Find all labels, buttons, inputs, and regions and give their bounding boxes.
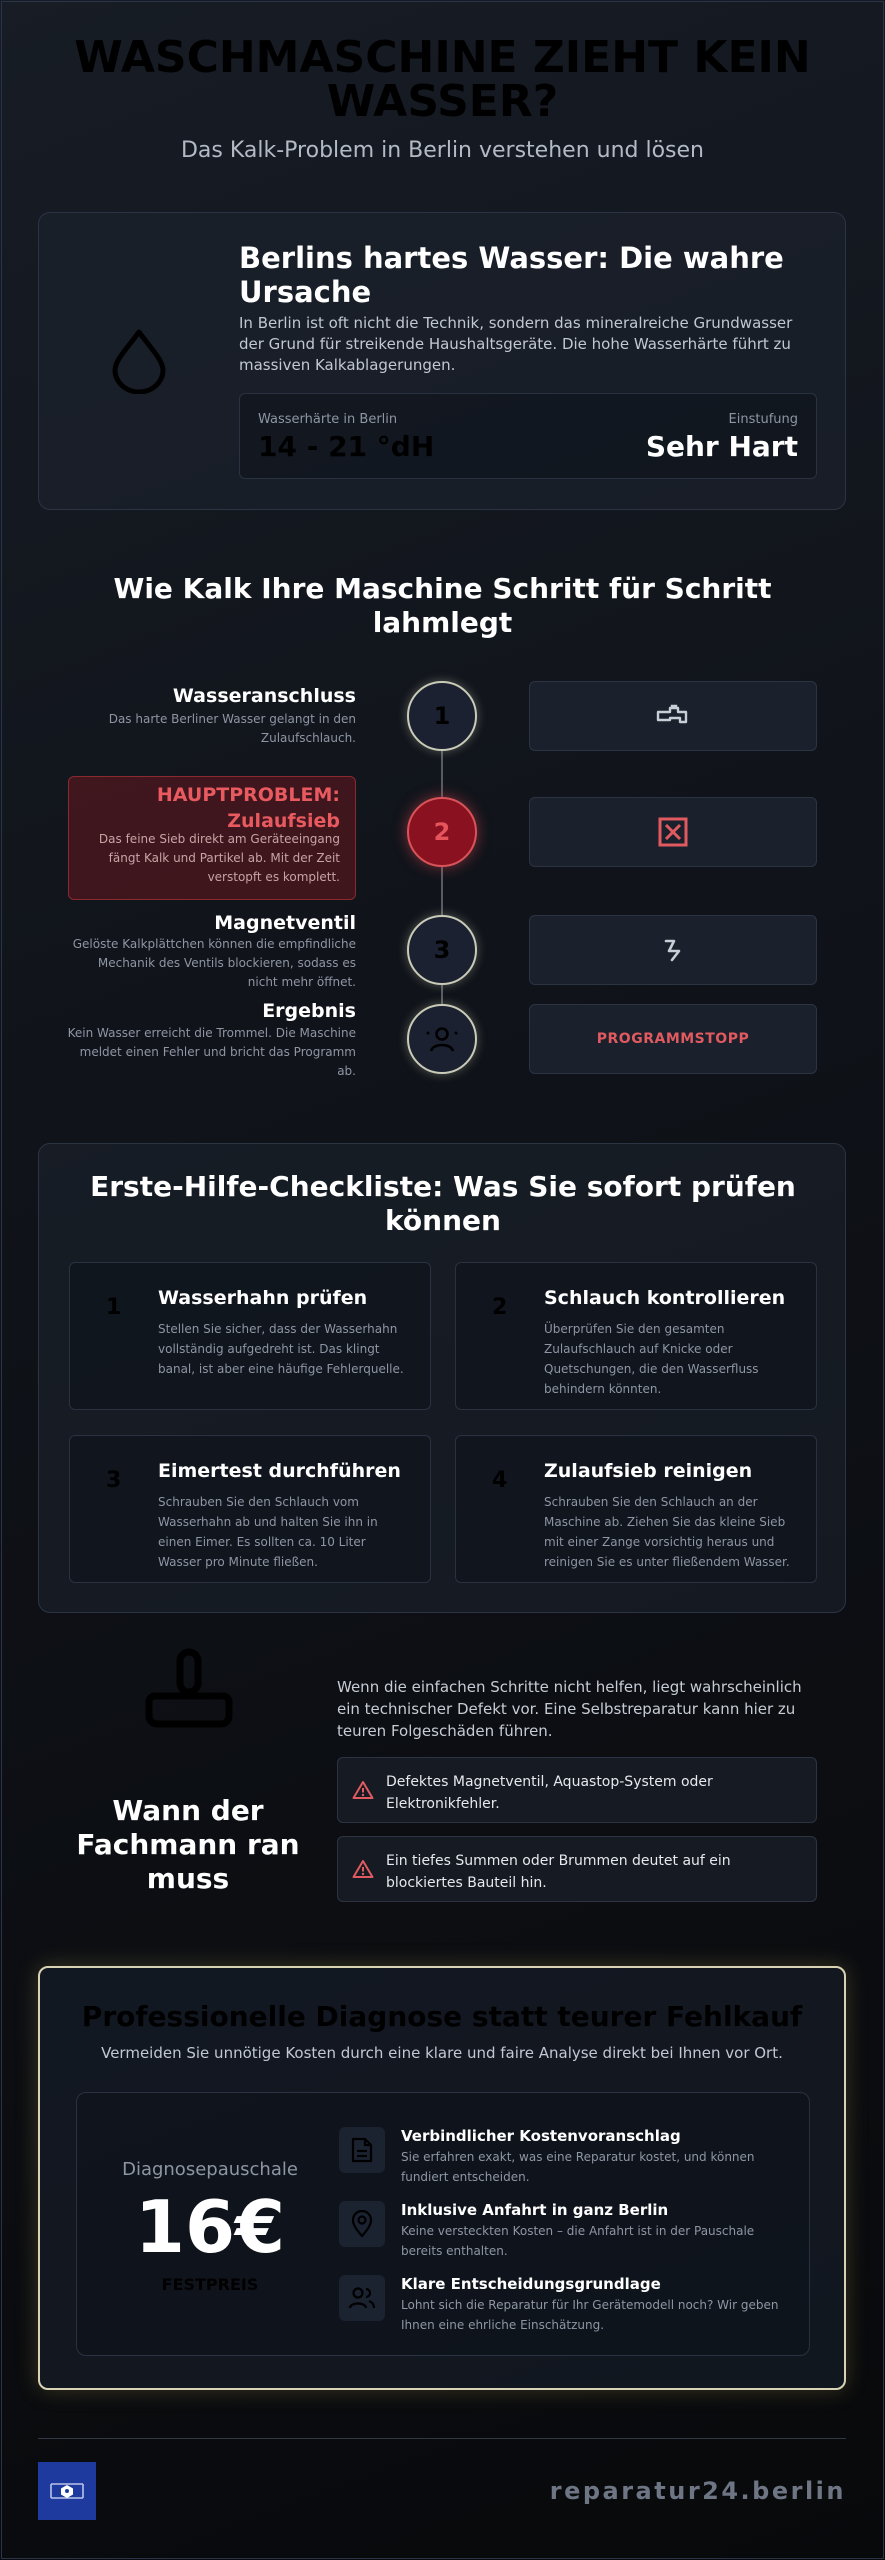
- check-item-4-num: 4: [492, 1468, 508, 1493]
- price-value: 16€: [134, 2185, 286, 2269]
- step-1-title: Wasseranschluss: [172, 685, 356, 707]
- warning-2: [337, 1836, 817, 1902]
- check-item-3: [69, 1435, 431, 1583]
- page-title: WASCHMASCHINE ZIEHT KEIN WASSER?: [74, 32, 811, 127]
- price-note: FESTPREIS: [161, 2275, 259, 2294]
- step-2-desc: Das feine Sieb direkt am Geräteeingang fängt Kalk und Partikel ab. Mit der Zeit verstopft es komplett.: [98, 832, 340, 884]
- logo-icon: [47, 2478, 87, 2504]
- check-item-1-num: 1: [106, 1295, 122, 1320]
- feature-1-title: Verbindlicher Kostenvoranschlag: [401, 2127, 681, 2145]
- water-drop-icon: [111, 328, 167, 398]
- expert-title: Wann der Fachmann ran muss: [76, 1794, 300, 1895]
- step-3-desc: Gelöste Kalkplättchen können die empfindliche Mechanik des Ventils blockieren, sodass es nicht mehr öffnet.: [72, 937, 356, 989]
- feature-3: [339, 2275, 799, 2335]
- step-1-icon-box: [529, 681, 817, 751]
- footer-brand[interactable]: reparatur24.berlin: [549, 2477, 846, 2505]
- warning-1-icon: [352, 1780, 374, 1800]
- diagnosis-subtitle: Vermeiden Sie unnötige Kosten durch eine klare und faire Analyse direkt bei Ihnen vor Ort.: [101, 2044, 783, 2062]
- check-item-1-title: Wasserhahn prüfen: [158, 1287, 368, 1309]
- footer-logo[interactable]: [38, 2462, 96, 2520]
- step-2-title: HAUPTPROBLEM: Zulaufsieb: [156, 784, 340, 832]
- document-icon: [339, 2127, 385, 2173]
- step-4-circle: [407, 1004, 477, 1074]
- step-4-title: Ergebnis: [262, 1000, 356, 1022]
- steps-title: Wie Kalk Ihre Maschine Schritt für Schritt lahmlegt: [113, 572, 772, 639]
- check-item-3-title: Eimertest durchführen: [158, 1460, 401, 1482]
- step-1-circle: 1: [407, 681, 477, 751]
- timeline-line: [441, 715, 443, 1040]
- feature-2-title: Inklusive Anfahrt in ganz Berlin: [401, 2201, 669, 2219]
- expert-intro: Wenn die einfachen Schritte nicht helfen, liegt wahrscheinlich ein technischer Defekt vor. Eine Selbstreparatur kann hier zu teuren Folgeschäden führen.: [337, 1678, 802, 1740]
- check-item-4-title: Zulaufsieb reinigen: [544, 1460, 753, 1482]
- cause-text: In Berlin ist oft nicht die Technik, sondern das mineralreiche Grundwasser der Grund für streikende Haushaltsgeräte. Die hohe Wasserhärte führt zu massiven Kalkablagerungen.: [239, 314, 793, 374]
- map-pin-icon: [339, 2201, 385, 2247]
- checklist-title: Erste-Hilfe-Checkliste: Was Sie sofort prüfen können: [90, 1170, 796, 1237]
- check-item-2-num: 2: [492, 1295, 508, 1320]
- diagnosis-inner-box: [76, 2092, 810, 2356]
- page-subtitle: Das Kalk-Problem in Berlin verstehen und lösen: [180, 138, 704, 163]
- step-1-desc: Das harte Berliner Wasser gelangt in den Zulaufschlauch.: [108, 712, 356, 745]
- check-item-3-desc: Schrauben Sie den Schlauch vom Wasserhahn ab und halten Sie ihn in einen Eimer. Es sollten ca. 10 Liter Wasser pro Minute fließen.: [158, 1495, 378, 1569]
- step-2-circle: 2: [407, 797, 477, 867]
- step-4-desc: Kein Wasser erreicht die Trommel. Die Maschine meldet einen Fehler und bricht das Programm ab.: [67, 1026, 356, 1078]
- feature-2-desc: Keine versteckten Kosten – die Anfahrt ist in der Pauschale bereits enthalten.: [401, 2224, 755, 2258]
- hardness-label: Wasserhärte in Berlin: [258, 412, 398, 427]
- warning-1: [337, 1757, 817, 1823]
- checklist-card: [38, 1143, 846, 1613]
- step-3-title: Magnetventil: [214, 912, 356, 934]
- feature-1: [339, 2127, 799, 2187]
- step-3-circle: 3: [407, 915, 477, 985]
- check-item-2-desc: Überprüfen Sie den gesamten Zulaufschlauch auf Knicke oder Quetschungen, die den Wasserfluss behindern könnten.: [544, 1322, 759, 1396]
- step-3-icon-box: [529, 915, 817, 985]
- users-icon: [339, 2275, 385, 2321]
- feature-1-desc: Sie erfahren exakt, was eine Reparatur kostet, und können fundiert entscheiden.: [401, 2150, 755, 2184]
- faucet-icon: [656, 704, 690, 728]
- feature-2: [339, 2201, 799, 2261]
- rating-value: Sehr Hart: [645, 430, 798, 463]
- check-item-1-desc: Stellen Sie sicher, dass der Wasserhahn vollständig aufgedreht ist. Das klingt banal, ist aber eine häufige Fehlerquelle.: [158, 1322, 404, 1376]
- feature-3-desc: Lohnt sich die Reparatur für Ihr Gerätemodell noch? Wir geben Ihnen eine ehrliche Einschätzung.: [401, 2298, 779, 2332]
- check-item-4-desc: Schrauben Sie den Schlauch an der Maschine ab. Ziehen Sie das kleine Sieb mit einer Zange vorsichtig heraus und reinigen Sie es unter fließendem Wasser.: [544, 1495, 790, 1569]
- valve-icon: [661, 937, 685, 963]
- warning-2-icon: [352, 1859, 374, 1879]
- check-item-2-title: Schlauch kontrollieren: [544, 1287, 786, 1309]
- blocked-filter-icon: [658, 817, 688, 847]
- program-stop-box: [529, 1004, 817, 1074]
- check-item-3-num: 3: [106, 1468, 122, 1493]
- program-stop-label: PROGRAMMSTOPP: [596, 1031, 750, 1047]
- rating-label: Einstufung: [728, 412, 798, 427]
- check-item-4: [455, 1435, 817, 1583]
- diagnosis-title: Professionelle Diagnose statt teurer Fehlkauf: [81, 2000, 803, 2033]
- cause-card: [38, 212, 846, 510]
- check-item-1: [69, 1262, 431, 1410]
- user-error-icon: [426, 1024, 458, 1054]
- hardness-box: [239, 393, 817, 479]
- check-item-2: [455, 1262, 817, 1410]
- diagnosis-card: [38, 1966, 846, 2390]
- warning-2-text: Ein tiefes Summen oder Brummen deutet auf ein blockiertes Bauteil hin.: [386, 1853, 731, 1891]
- step-2-icon-box: [529, 797, 817, 867]
- footer-divider: [38, 2438, 846, 2439]
- cause-title: Berlins hartes Wasser: Die wahre Ursache: [239, 241, 784, 309]
- feature-3-title: Klare Entscheidungsgrundlage: [401, 2275, 661, 2293]
- price-label: Diagnosepauschale: [122, 2159, 298, 2180]
- joystick-icon: [145, 1648, 233, 1734]
- hardness-value: 14 - 21 °dH: [258, 430, 435, 463]
- warning-1-text: Defektes Magnetventil, Aquastop-System oder Elektronikfehler.: [386, 1774, 713, 1812]
